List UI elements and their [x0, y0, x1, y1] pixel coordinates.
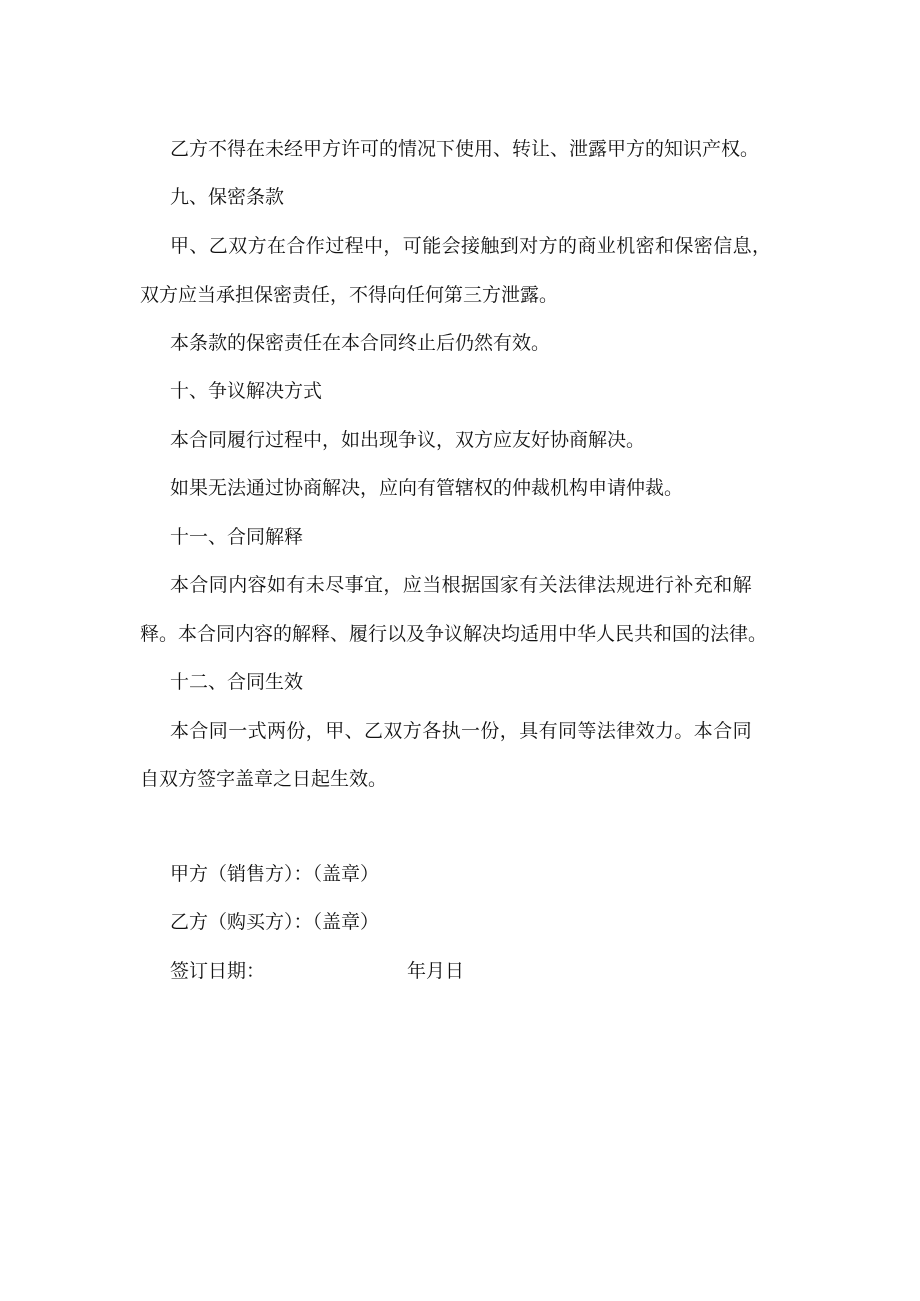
- paragraph-confidentiality-1-cont: 双方应当承担保密责任，不得向任何第三方泄露。: [140, 284, 559, 306]
- signing-date-label: 签订日期：: [170, 960, 266, 982]
- paragraph-confidentiality-2: 本条款的保密责任在本合同终止后仍然有效。: [170, 332, 551, 354]
- heading-dispute-resolution: 十、争议解决方式: [170, 380, 323, 402]
- paragraph-dispute-2: 如果无法通过协商解决，应向有管辖权的仲裁机构申请仲裁。: [170, 477, 684, 499]
- signature-party-a: 甲方（销售方）：（盖章）: [170, 863, 380, 885]
- heading-interpretation: 十一、合同解释: [170, 526, 304, 548]
- signing-date-placeholder: 年月日: [407, 960, 465, 982]
- signature-party-b: 乙方（购买方）：（盖章）: [170, 911, 380, 933]
- paragraph-interpretation: 本合同内容如有未尽事宜，应当根据国家有关法律法规进行补充和解: [170, 574, 753, 596]
- paragraph-effectiveness-cont: 自双方签字盖章之日起生效。: [140, 768, 388, 790]
- paragraph-effectiveness: 本合同一式两份，甲、乙双方各执一份，具有同等法律效力。本合同: [170, 720, 753, 742]
- paragraph-confidentiality-1: 甲、乙双方在合作过程中，可能会接触到对方的商业机密和保密信息，: [170, 235, 772, 257]
- heading-confidentiality: 九、保密条款: [170, 186, 285, 208]
- heading-effectiveness: 十二、合同生效: [170, 671, 304, 693]
- paragraph-ip-restriction: 乙方不得在未经甲方许可的情况下使用、转让、泄露甲方的知识产权。: [170, 138, 760, 160]
- paragraph-dispute-1: 本合同履行过程中，如出现争议，双方应友好协商解决。: [170, 429, 646, 451]
- paragraph-interpretation-cont: 释。本合同内容的解释、履行以及争议解决均适用中华人民共和国的法律。: [140, 623, 768, 645]
